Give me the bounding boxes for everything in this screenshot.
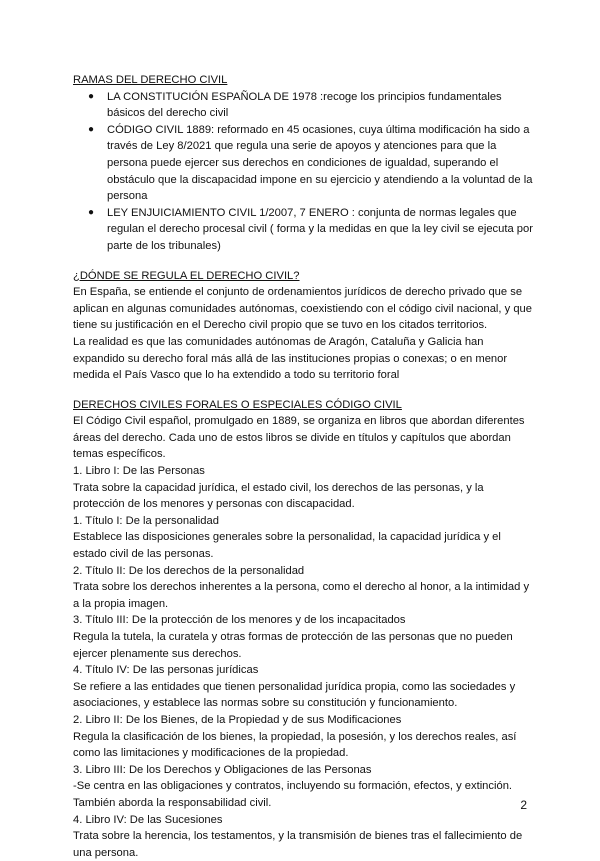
paragraph: Trata sobre los derechos inherentes a la persona, como el derecho al honor, a la intimidad y a la propia imagen. <box>73 581 530 610</box>
title-heading: 4. Título IV: De las personas jurídicas <box>73 664 259 677</box>
document-page <box>73 72 533 861</box>
paragraph: Trata sobre la herencia, los testamentos, y la transmisión de bienes tras el fallecimiento de una persona. <box>73 830 523 859</box>
title-heading: 1. Título I: De la personalidad <box>73 514 219 527</box>
book-heading: 3. Libro III: De los Derechos y Obligaciones de las Personas <box>73 763 372 776</box>
bullet-item <box>88 205 533 255</box>
paragraph: En España, se entiende el conjunto de ordenamientos jurídicos de derecho privado que se aplican en algunas comunidades autónomas, coexistiendo con el código civil nacional, y que tiene su justificación en el Derecho civil propio que se tuvo en los citados territorios. <box>73 286 532 332</box>
bullet-icon: ● <box>88 90 95 102</box>
bullet-item <box>88 89 533 122</box>
paragraph: Trata sobre la capacidad jurídica, el estado civil, los derechos de las personas, y la protección de los menores y personas con discapacidad. <box>73 481 484 511</box>
section-donde <box>73 268 533 384</box>
section-heading: DERECHOS CIVILES FORALES O ESPECIALES CÓDIGO CIVIL <box>73 398 402 411</box>
bullet-icon: ● <box>88 206 95 218</box>
book-heading: 4. Libro IV: De las Sucesiones <box>73 813 223 826</box>
paragraph: El Código Civil español, promulgado en 1889, se organiza en libros que abordan diferentes áreas del derecho. Cada uno de estos libros se divide en títulos y capítulos que abordan temas específicos. <box>73 415 525 461</box>
bullet-text: CÓDIGO CIVIL 1889: reformado en 45 ocasiones, cuya última modificación ha sido a través de Ley 8/2021 que regula una serie de apoyos y atenciones para que la persona puede ejercer sus derechos en condiciones de igualdad, superando el obstáculo que la discapacidad impone en su ejercicio y atendiendo a la voluntad de la persona <box>107 123 533 203</box>
paragraph: Establece las disposiciones generales sobre la personalidad, la capacidad jurídica y el estado civil de las personas. <box>73 531 501 561</box>
book-heading: 1. Libro I: De las Personas <box>73 465 205 478</box>
paragraph: -Se centra en las obligaciones y contratos, incluyendo su formación, efectos, y extinción. También aborda la responsabilidad civil. <box>73 780 513 809</box>
paragraph: Se refiere a las entidades que tienen personalidad jurídica propia, como las sociedades y asociaciones, y establece las normas sobre su constitución y funcionamiento. <box>73 680 516 710</box>
title-heading: 3. Título III: De la protección de los menores y de los incapacitados <box>73 614 406 627</box>
section-heading: RAMAS DEL DERECHO CIVIL <box>73 74 228 86</box>
bullet-text: LEY ENJUICIAMIENTO CIVIL 1/2007, 7 ENERO : conjunta de normas legales que regulan el derecho procesal civil ( forma y la medidas en que la ley civil se ejecuta por parte de los tribunales) <box>107 206 533 252</box>
bullet-icon: ● <box>88 123 95 135</box>
paragraph: La realidad es que las comunidades autónomas de Aragón, Cataluña y Galicia han expandido su derecho foral más allá de las instituciones propias o conexas; o en menor medida el País Vasco que lo ha extendido a todo su territorio foral <box>73 335 508 382</box>
title-heading: 2. Título II: De los derechos de la personalidad <box>73 564 305 577</box>
book-heading: 2. Libro II: De los Bienes, de la Propiedad y de sus Modificaciones <box>73 713 402 726</box>
bullet-item <box>88 122 533 205</box>
paragraph: Regula la clasificación de los bienes, la propiedad, la posesión, y los derechos reales, así como las limitaciones y modificaciones de la propiedad. <box>73 730 517 760</box>
section-heading: ¿DÓNDE SE REGULA EL DERECHO CIVIL? <box>73 269 300 282</box>
section-forales <box>73 397 533 861</box>
bullet-list <box>73 89 533 255</box>
bullet-text: LA CONSTITUCIÓN ESPAÑOLA DE 1978 :recoge los principios fundamentales básicos del derecho civil <box>107 90 502 120</box>
section-ramas <box>73 72 533 255</box>
page-number: 2 <box>520 798 527 812</box>
paragraph: Regula la tutela, la curatela y otras formas de protección de las personas que no pueden ejercer plenamente sus derechos. <box>73 631 513 660</box>
